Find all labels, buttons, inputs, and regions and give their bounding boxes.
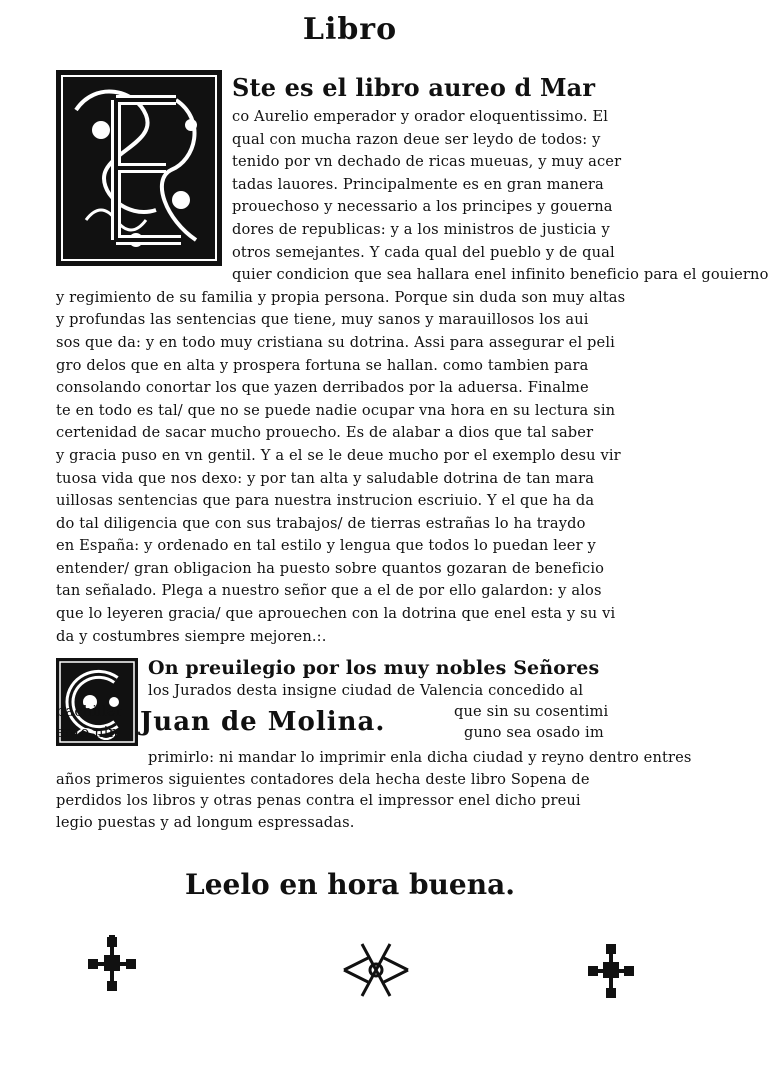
- preface-line: certenidad de sacar mucho prouecho. Es de alabar a dios que tal saber: [56, 424, 594, 442]
- privilege-line: los Jurados desta insigne ciudad de Valencia concedido al: [148, 681, 584, 699]
- closing-line: Leelo en hora buena.: [185, 868, 515, 901]
- preface-line: tuosa vida que nos dexo: y por tan alta y saludable dotrina de tan mara: [56, 469, 595, 487]
- preface-line: tan señalado. Plega a nuestro señor que a el de por ello galardon: y alos: [56, 582, 602, 600]
- preface-line: otros semejantes. Y cada qual del pueblo y de qual: [232, 243, 615, 261]
- privilege-line: bachiller: [56, 703, 123, 720]
- preface-line: que lo leyeren gracia/ que aprouechen con la dotrina que enel esta y su vi: [56, 605, 616, 623]
- preface-section: [56, 70, 769, 648]
- preface-line: entender/ gran obligacion ha puesto sobre quantos gozaran de beneficio: [56, 559, 605, 577]
- name-block: [56, 701, 656, 747]
- author-name: Juan de Molina.: [140, 707, 386, 737]
- preface-line: gro delos que en alta y prospera fortuna se hallan. como tambien para: [56, 356, 589, 374]
- preface-line: qual con mucha razon deue ser leydo de todos: y: [232, 130, 601, 148]
- preface-line: consolando conortar los que yazen derribados por la aduersa. Finalme: [56, 379, 589, 397]
- preface-line: y profundas las sentencias que tiene, muy sanos y marauillosos los aui: [56, 311, 589, 329]
- privilege-line: perdidos los libros y otras penas contra el impressor enel dicho preui: [56, 792, 581, 809]
- privilege-section: [56, 657, 692, 833]
- page-title: Libro: [302, 12, 398, 47]
- privilege-lead-line: On preuilegio por los muy nobles Señores: [148, 657, 600, 679]
- preface-line: tenido por vn dechado de ricas mueuas, y muy acer: [232, 153, 622, 171]
- privilege-line: legio puestas y ad longum espressadas.: [56, 813, 355, 831]
- preface-line: da y costumbres siempre mejoren.:.: [56, 627, 327, 645]
- privilege-line: ento nin: [56, 724, 118, 741]
- preface-line: y regimiento de su familia y propia persona. Porque sin duda son muy altas: [56, 288, 626, 306]
- preface-line: en España: y ordenado en tal estilo y lengua que todos lo puedan leer y: [56, 537, 596, 555]
- privilege-line: que sin su cosentimi: [454, 703, 609, 720]
- privilege-line: primirlo: ni mandar lo imprimir enla dicha ciudad y reyno dentro entres: [148, 749, 692, 766]
- preface-line: quier condicion que sea hallara enel infinito beneficio para el gouierno: [232, 266, 769, 284]
- decorated-initial-e: [56, 70, 222, 266]
- cross-ornament-left-icon: [84, 935, 140, 995]
- privilege-line: años primeros siguientes contadores dela hecha deste libro Sopena de: [56, 770, 590, 788]
- cross-ornament-right-icon: [586, 942, 636, 1002]
- preface-line: dores de republicas: y a los ministros de justicia y: [232, 220, 610, 238]
- preface-line: y gracia puso en vn gentil. Y a el se le deue mucho por el exemplo desu vir: [56, 446, 621, 464]
- preface-line: sos que da: y en todo muy cristiana su dotrina. Assi para assegurar el peli: [56, 333, 615, 351]
- preface-line: uillosas sentencias que para nuestra instrucion escriuio. Y el que ha da: [56, 492, 595, 510]
- preface-line: tadas lauores. Principalmente es en gran manera: [232, 175, 604, 193]
- privilege-line: guno sea osado im: [464, 724, 604, 741]
- preface-line: te en todo es tal/ que no se puede nadie ocupar vna hora en su lectura sin: [56, 401, 616, 419]
- preface-lead-line: Ste es el libro aureo d Mar: [232, 73, 596, 102]
- preface-line: co Aurelio emperador y orador eloquentissimo. El: [232, 108, 609, 125]
- preface-line: do tal diligencia que con sus trabajos/ de tierras estrañas lo ha traydo: [56, 514, 586, 532]
- knot-ornament-icon: [340, 940, 412, 1000]
- preface-line: prouechoso y necessario a los principes y gouerna: [232, 198, 613, 216]
